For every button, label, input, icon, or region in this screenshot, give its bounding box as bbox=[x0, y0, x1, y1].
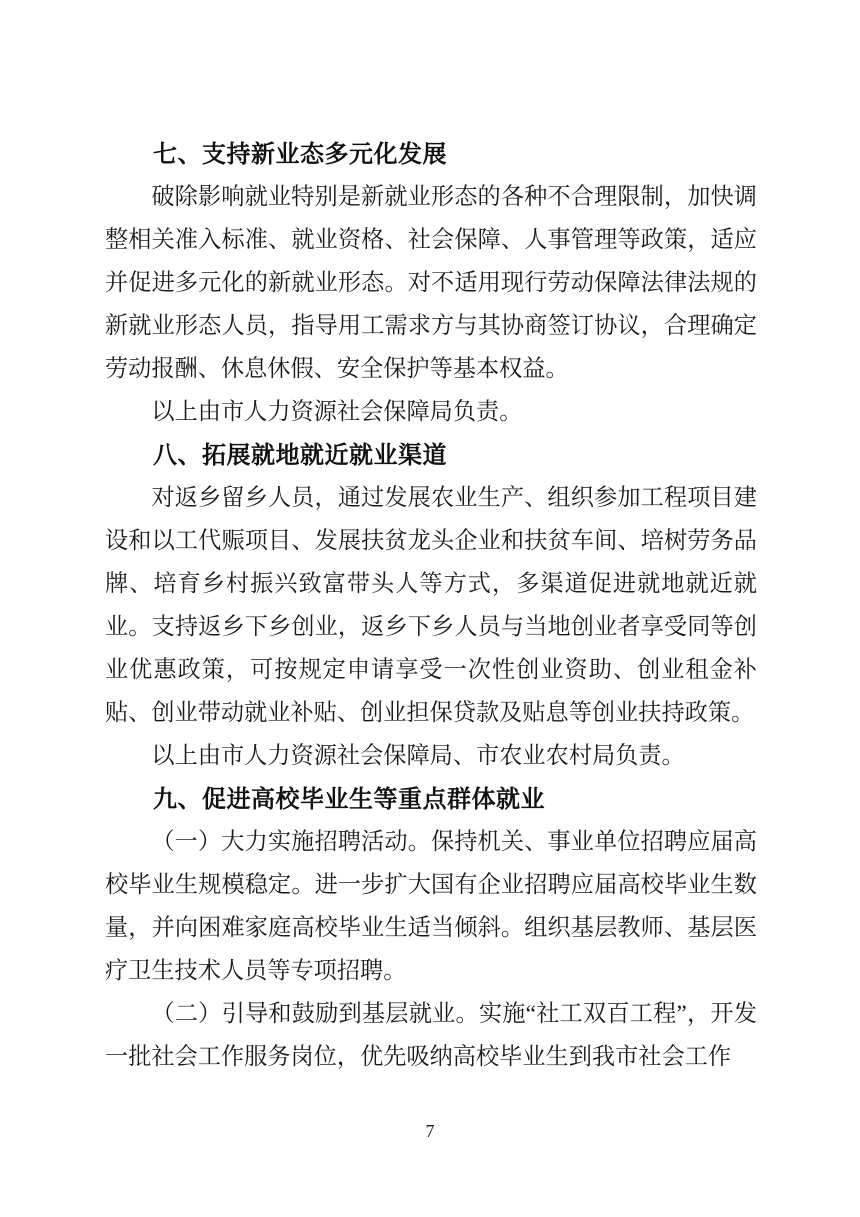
section-7-responsibility-line: 以上由市人力资源社会保障局负责。 bbox=[151, 399, 523, 425]
section-7 bbox=[105, 133, 757, 434]
section-8 bbox=[105, 434, 757, 778]
section-7-paragraph-1: 破除影响就业特别是新就业形态的各种不合理限制，加快调整相关准入标准、就业资格、社会保障、人事管理等政策，适应并促进多元化的新就业形态。对不适用现行劳动保障法律法规的新就业形态人员，指导用工需求方与其协商签订协议，合理确定劳动报酬、休息休假、安全保护等基本权益。 bbox=[105, 184, 757, 382]
section-8-heading: 八、拓展就地就近就业渠道 bbox=[153, 442, 447, 469]
page-number: 7 bbox=[425, 1121, 435, 1141]
section-8-responsibility-line: 以上由市人力资源社会保障局、市农业农村局负责。 bbox=[151, 743, 685, 769]
section-9-heading: 九、促进高校毕业生等重点群体就业 bbox=[153, 786, 545, 813]
section-9-paragraph-1: （一）大力实施招聘活动。保持机关、事业单位招聘应届高校毕业生规模稳定。进一步扩大国有企业招聘应届高校毕业生数量，并向困难家庭高校毕业生适当倾斜。组织基层教师、基层医疗卫生技术人员等专项招聘。 bbox=[105, 829, 757, 984]
section-8-paragraph-1: 对返乡留乡人员，通过发展农业生产、组织参加工程项目建设和以工代赈项目、发展扶贫龙头企业和扶贫车间、培树劳务品牌、培育乡村振兴致富带头人等方式，多渠道促进就地就近就业。支持返乡下乡创业，返乡下乡人员与当地创业者享受同等创业优惠政策，可按规定申请享受一次性创业资助、创业租金补贴、创业带动就业补贴、创业担保贷款及贴息等创业扶持政策。 bbox=[105, 485, 757, 726]
document-content bbox=[105, 133, 757, 1079]
section-9-paragraph-2: （二）引导和鼓励到基层就业。实施“社工双百工程”，开发一批社会工作服务岗位，优先吸纳高校毕业生到我市社会工作 bbox=[105, 1001, 757, 1070]
section-7-heading: 七、支持新业态多元化发展 bbox=[153, 141, 447, 168]
section-9 bbox=[105, 778, 757, 1079]
